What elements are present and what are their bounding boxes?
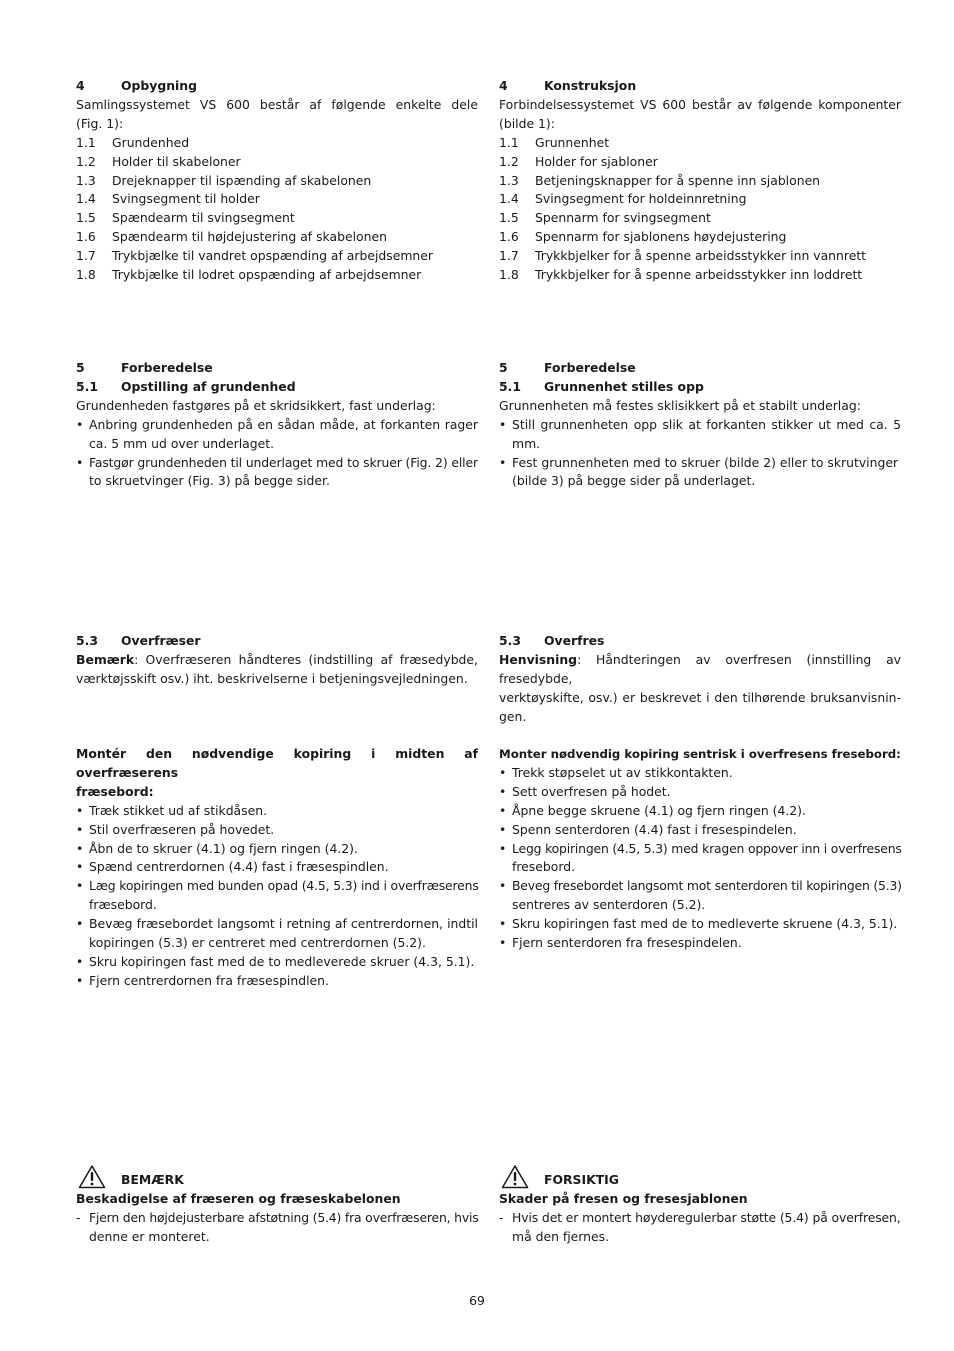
intro-text: Grundenheden fastgøres på et skridsikkert, fast underlag: xyxy=(76,397,436,413)
warning-box xyxy=(499,1171,901,1247)
list-item: 1.8 Trykkbjelker for å spenne arbeidsstykker inn loddrett xyxy=(499,267,863,283)
list-item: 1.2 Holder for sjabloner xyxy=(499,153,658,169)
mounting-instructions xyxy=(76,745,478,991)
list-item: • Fjern senterdoren fra fresespindelen. xyxy=(499,935,742,951)
parts-list xyxy=(499,134,901,285)
warning-box xyxy=(76,1171,478,1247)
list-item: • Legg kopiringen (4.5, 5.3) med kragen oppover inn i overfresens fresebord. xyxy=(499,840,902,875)
intro-text: Forbindelsessystemet VS 600 består av følgende komponenter xyxy=(499,96,901,112)
section-5-preparation xyxy=(76,359,478,491)
warning-header xyxy=(76,1171,478,1190)
section-heading: 4 Opbygning xyxy=(76,78,197,93)
list-item: • Fastgør grundenheden til underlaget med to skruer (Fig. 2) eller to skruetvinger (Fig. 3) på begge sider. xyxy=(76,454,478,489)
dash-list xyxy=(499,1209,901,1247)
section-heading: 5.3 Overfres xyxy=(499,633,605,648)
note-text: Bemærk: Overfræseren håndteres (indstilling af fræsedybde, xyxy=(76,651,478,667)
section-heading: 4 Konstruksjon xyxy=(499,78,637,93)
page-number: 69 xyxy=(469,1293,485,1308)
list-item: • Sett overfresen på hodet. xyxy=(499,783,671,799)
list-item: • Beveg fresebordet langsomt mot senterdoren til kopiringen (5.3) sentreres av senterdoren (5.2). xyxy=(499,878,902,913)
warning-triangle-icon xyxy=(78,1164,106,1189)
list-item: 1.4 Svingsegment til holder xyxy=(76,191,260,207)
note-text: verktøyskifte, osv.) er beskrevet i den tilhørende bruksanvisnin- xyxy=(499,689,901,705)
section-5-preparation xyxy=(499,359,901,491)
list-item: 1.6 Spennarm for sjablonens høydejustering xyxy=(499,229,787,245)
bullet-list xyxy=(499,764,901,953)
list-item: 1.3 Betjeningsknapper for å spenne inn sjablonen xyxy=(499,172,821,188)
list-item: 1.2 Holder til skabeloner xyxy=(76,153,241,169)
dash-list xyxy=(76,1209,478,1247)
section-5-3-router xyxy=(499,632,901,727)
parts-list xyxy=(76,134,478,285)
subsection-heading: 5.1 Grunnenhet stilles opp xyxy=(499,378,704,394)
list-item: 1.4 Svingsegment for holdeinnretning xyxy=(499,191,747,207)
bullet-list xyxy=(499,416,901,492)
list-item: 1.6 Spændearm til højdejustering af skabelonen xyxy=(76,229,387,245)
list-item: 1.5 Spændearm til svingsegment xyxy=(76,210,295,226)
note-text: værktøjsskift osv.) iht. beskrivelserne i betjeningsvejledningen. xyxy=(76,670,468,686)
bullet-list xyxy=(76,416,478,492)
list-item: - Fjern den højdejusterbare afstøtning (5.4) fra overfræseren, hvis denne er monteret. xyxy=(76,1209,479,1244)
section-5-3-router xyxy=(76,632,478,689)
list-item: • Fest grunnenheten med to skruer (bilde 2) eller to skrutvinger (bilde 3) på begge sider på underlaget. xyxy=(499,454,899,489)
warning-subtitle: Skader på fresen og fresesjablonen xyxy=(499,1191,748,1206)
list-item: • Skru kopiringen fast med de to medleverte skruene (4.3, 5.1). xyxy=(499,916,898,932)
section-heading: 5 Forberedelse xyxy=(499,360,636,375)
list-item: • Læg kopiringen med bunden opad (4.5, 5.3) ind i overfræserens fræsebord. xyxy=(76,878,479,913)
list-item: • Fjern centrerdornen fra fræsespindlen. xyxy=(76,972,329,988)
intro-text: Grunnenheten må festes sklisikkert på et stabilt underlag: xyxy=(499,397,861,413)
note-text: gen. xyxy=(499,708,527,724)
section-4-construction xyxy=(499,77,901,285)
list-item: • Spenn senterdoren (4.4) fast i fresespindelen. xyxy=(499,821,797,837)
intro-text: (bilde 1): xyxy=(499,115,555,131)
list-item: 1.1 Grundenhed xyxy=(76,134,190,150)
list-item: • Anbring grundenheden på en sådan måde, at forkanten rager ca. 5 mm ud over underlaget. xyxy=(76,416,478,451)
list-item: • Åpne begge skruene (4.1) og fjern ringen (4.2). xyxy=(499,802,806,818)
list-item: • Træk stikket ud af stikdåsen. xyxy=(76,802,268,818)
list-item: • Trekk støpselet ut av stikkontakten. xyxy=(499,764,733,780)
list-item: 1.1 Grunnenhet xyxy=(499,134,610,150)
list-item: 1.7 Trykkbjelker for å spenne arbeidsstykker inn vannrett xyxy=(499,248,867,264)
warning-triangle-icon xyxy=(501,1164,529,1189)
section-heading: 5.3 Overfræser xyxy=(76,633,201,648)
list-item: • Åbn de to skruer (4.1) og fjern ringen (4.2). xyxy=(76,840,358,856)
list-item: • Stil overfræseren på hovedet. xyxy=(76,821,275,837)
subsection-heading: 5.1 Opstilling af grundenhed xyxy=(76,378,296,394)
list-item: 1.5 Spennarm for svingsegment xyxy=(499,210,711,226)
list-item: - Hvis det er montert høyderegulerbar støtte (5.4) på overfresen, må den fjernes. xyxy=(499,1209,901,1244)
warning-header xyxy=(499,1171,901,1190)
list-item: • Bevæg fræsebordet langsomt i retning af centrerdornen, indtil kopiringen (5.3) er centreret med centrerdornen (5.2). xyxy=(76,916,478,951)
list-item: • Spænd centrerdornen (4.4) fast i fræsespindlen. xyxy=(76,859,389,875)
instruction-heading: fræsebord: xyxy=(76,783,154,799)
list-item: • Skru kopiringen fast med de to medleverede skruer (4.3, 5.1). xyxy=(76,953,475,969)
note-text: Henvisning: Håndteringen av overfresen (innstilling av fresedybde, xyxy=(499,651,901,686)
intro-text: Samlingssystemet VS 600 består af følgende enkelte dele xyxy=(76,96,478,112)
section-heading: 5 Forberedelse xyxy=(76,360,213,375)
list-item: 1.8 Trykbjælke til lodret opspænding af arbejdsemner xyxy=(76,267,422,283)
bullet-list xyxy=(76,802,478,991)
list-item: 1.7 Trykbjælke til vandret opspænding af arbejdsemner xyxy=(76,248,433,264)
section-4-construction xyxy=(76,77,478,285)
warning-label: BEMÆRK xyxy=(121,1172,184,1187)
instruction-heading: Monter nødvendig kopiring sentrisk i overfresens fresebord: xyxy=(499,747,901,761)
mounting-instructions xyxy=(499,745,901,953)
warning-label: FORSIKTIG xyxy=(544,1172,619,1187)
list-item: • Still grunnenheten opp slik at forkanten stikker ut med ca. 5 mm. xyxy=(499,416,901,451)
instruction-heading: Montér den nødvendige kopiring i midten af overfræserens xyxy=(76,746,478,780)
intro-text: (Fig. 1): xyxy=(76,115,124,131)
warning-subtitle: Beskadigelse af fræseren og fræseskabelonen xyxy=(76,1191,401,1206)
list-item: 1.3 Drejeknapper til ispænding af skabelonen xyxy=(76,172,372,188)
